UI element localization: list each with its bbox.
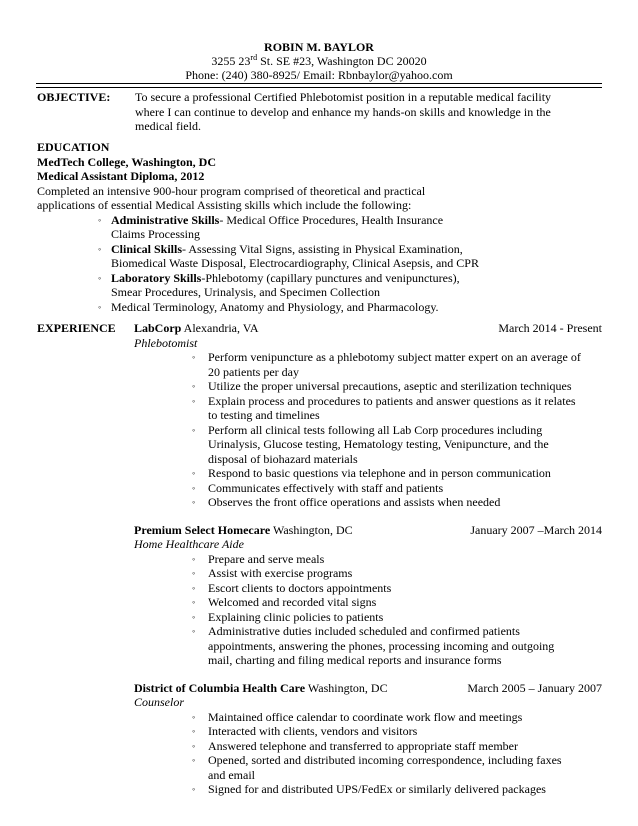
bullet-icon: ◦ [192, 582, 196, 593]
skill-desc: - Assessing Vital Signs, assisting in Physical Examination, [182, 241, 463, 256]
list-item [134, 481, 602, 496]
skill-desc: Smear Procedures, Urinalysis, and Specimen Collection [111, 285, 380, 299]
duty-line: Welcomed and recorded vital signs [208, 595, 377, 609]
job-location: Alexandria, VA [181, 321, 259, 335]
job-header [134, 681, 602, 696]
bullet-icon: ◦ [192, 740, 196, 751]
duty-line: Observes the front office operations and assists when needed [208, 495, 501, 509]
job-dates: March 2005 – January 2007 [467, 680, 602, 695]
job-entry [134, 321, 602, 510]
objective-label: OBJECTIVE: [37, 90, 111, 104]
address-line [0, 54, 638, 68]
skill-desc: -Phlebotomy (capillary punctures and venipunctures), [201, 270, 460, 285]
job-duties-list [134, 552, 602, 668]
job-entry [134, 523, 602, 668]
job-duties-list [134, 710, 602, 797]
duty-line: Opened, sorted and distributed incoming correspondence, including faxes [208, 753, 562, 767]
bullet-icon: ◦ [192, 784, 196, 794]
list-item [134, 753, 602, 782]
job-location: Washington, DC [270, 522, 353, 537]
bullet-icon: ◦ [98, 301, 102, 312]
duty-line: Assist with exercise programs [208, 566, 353, 580]
list-item [37, 300, 602, 315]
objective-line: where I can continue to develop and enhance my hands-on skills and knowledge in the [135, 104, 551, 119]
list-item [134, 724, 602, 739]
duty-line: Administrative duties included scheduled and confirmed patients [208, 624, 520, 638]
bullet-icon: ◦ [192, 468, 196, 478]
bullet-icon: ◦ [98, 272, 102, 283]
duty-line: Communicates effectively with staff and patients [208, 480, 444, 495]
duty-line: and email [208, 767, 255, 782]
duty-line: Explaining clinic policies to patients [208, 609, 384, 624]
list-item [134, 495, 602, 510]
education-desc-line: applications of essential Medical Assisting skills which include the following: [37, 198, 412, 212]
job-duties-list [134, 350, 602, 510]
bullet-icon: ◦ [192, 626, 196, 636]
list-item [134, 710, 602, 725]
objective-section [37, 90, 602, 134]
job-title: Counselor [134, 695, 185, 709]
address-ordinal: rd [250, 53, 258, 62]
duty-line: Signed for and distributed UPS/FedEx or similarly delivered packages [208, 782, 546, 796]
job-company: Premium Select Homecare [134, 522, 271, 537]
job-title: Home Healthcare Aide [134, 537, 244, 551]
job-company: LabCorp [134, 321, 182, 335]
bullet-icon: ◦ [192, 711, 196, 722]
list-item [134, 350, 602, 379]
duty-line: Perform all clinical tests following all Lab Corp procedures including [208, 422, 543, 437]
list-item [134, 782, 602, 797]
experience-label: EXPERIENCE [37, 321, 116, 335]
skill-title: Laboratory Skills [111, 270, 202, 285]
duty-line: Interacted with clients, vendors and visitors [208, 724, 418, 738]
education-degree: Medical Assistant Diploma, 2012 [37, 169, 205, 183]
bullet-icon: ◦ [98, 214, 102, 225]
job-dates: January 2007 –March 2014 [470, 522, 602, 537]
jobs-container [37, 321, 602, 797]
list-item [134, 423, 602, 467]
duty-line: mail, charting and filing medical reports and insurance forms [208, 653, 502, 667]
education-school: MedTech College, Washington, DC [37, 154, 217, 169]
candidate-name: ROBIN M. BAYLOR [264, 40, 374, 54]
list-item [134, 581, 602, 596]
objective-text [135, 90, 602, 134]
duty-line: Escort clients to doctors appointments [208, 580, 392, 595]
objective-line: To secure a professional Certified Phlebotomist position in a reputable medical facility [135, 90, 552, 104]
education-label: EDUCATION [37, 140, 110, 154]
bullet-icon: ◦ [192, 553, 196, 564]
duty-line: Answered telephone and transferred to appropriate staff member [208, 738, 518, 753]
header-divider-bottom [36, 87, 602, 88]
bullet-icon: ◦ [192, 352, 196, 362]
list-item [134, 379, 602, 394]
bullet-icon: ◦ [192, 755, 196, 765]
job-company: District of Columbia Health Care [134, 680, 306, 695]
list-item [134, 595, 602, 610]
list-item [134, 552, 602, 567]
bullet-icon: ◦ [192, 482, 196, 493]
objective-line: medical field. [135, 119, 201, 133]
list-item [134, 610, 602, 625]
job-dates: March 2014 - Present [498, 321, 602, 335]
duty-line: Explain process and procedures to patients and answer questions as it relates [208, 393, 576, 408]
experience-section [37, 321, 602, 810]
header-divider-top [36, 83, 602, 84]
duty-line: Perform venipuncture as a phlebotomy subject matter expert on an average of [208, 350, 581, 364]
bullet-icon: ◦ [192, 611, 196, 622]
duty-line: Respond to basic questions via telephone and in person communication [208, 466, 551, 480]
duty-line: Urinalysis, Glucose testing, Hematology testing, Venipuncture, and the [208, 437, 549, 451]
skill-desc: Biomedical Waste Disposal, Electrocardiography, Clinical Asepsis, and CPR [111, 256, 479, 270]
job-title: Phlebotomist [134, 335, 198, 350]
skill-desc: - Medical Office Procedures, Health Insurance [219, 212, 444, 227]
contact-line: Phone: (240) 380-8925/ Email: Rbnbaylor@yahoo.com [185, 68, 453, 82]
bullet-icon: ◦ [192, 497, 196, 507]
education-section [37, 140, 602, 314]
list-item [37, 242, 602, 271]
list-item [37, 213, 602, 242]
bullet-icon: ◦ [192, 381, 196, 391]
list-item [134, 624, 602, 668]
job-header [134, 321, 602, 336]
duty-line: Utilize the proper universal precautions, aseptic and sterilization techniques [208, 379, 572, 393]
job-header [134, 523, 602, 538]
list-item [134, 739, 602, 754]
duty-line: to testing and timelines [208, 408, 320, 422]
bullet-icon: ◦ [192, 726, 196, 736]
duty-line: disposal of biohazard materials [208, 451, 358, 466]
education-desc-line: Completed an intensive 900-hour program comprised of theoretical and practical [37, 183, 426, 198]
skill-title: Clinical Skills [111, 241, 183, 256]
bullet-icon: ◦ [192, 597, 196, 607]
skill-title: Administrative Skills [111, 212, 220, 227]
skill-desc: Claims Processing [111, 227, 200, 241]
education-skills-list [37, 213, 602, 315]
resume-header [0, 40, 638, 82]
list-item [134, 394, 602, 423]
list-item [134, 466, 602, 481]
address-street-number: 3255 23 [211, 54, 251, 68]
job-location: Washington, DC [305, 680, 388, 695]
duty-line: Prepare and serve meals [208, 551, 325, 566]
bullet-icon: ◦ [192, 424, 196, 435]
bullet-icon: ◦ [192, 568, 196, 578]
address-rest: St. SE #23, Washington DC 20020 [257, 54, 427, 68]
job-entry [134, 681, 602, 797]
duty-line: Maintained office calendar to coordinate work flow and meetings [208, 709, 523, 724]
duty-line: appointments, answering the phones, processing incoming and outgoing [208, 638, 555, 653]
list-item [134, 566, 602, 581]
list-item [37, 271, 602, 300]
bullet-icon: ◦ [192, 395, 196, 406]
duty-line: 20 patients per day [208, 364, 299, 379]
skill-desc: Medical Terminology, Anatomy and Physiology, and Pharmacology. [111, 299, 439, 314]
bullet-icon: ◦ [98, 243, 102, 254]
